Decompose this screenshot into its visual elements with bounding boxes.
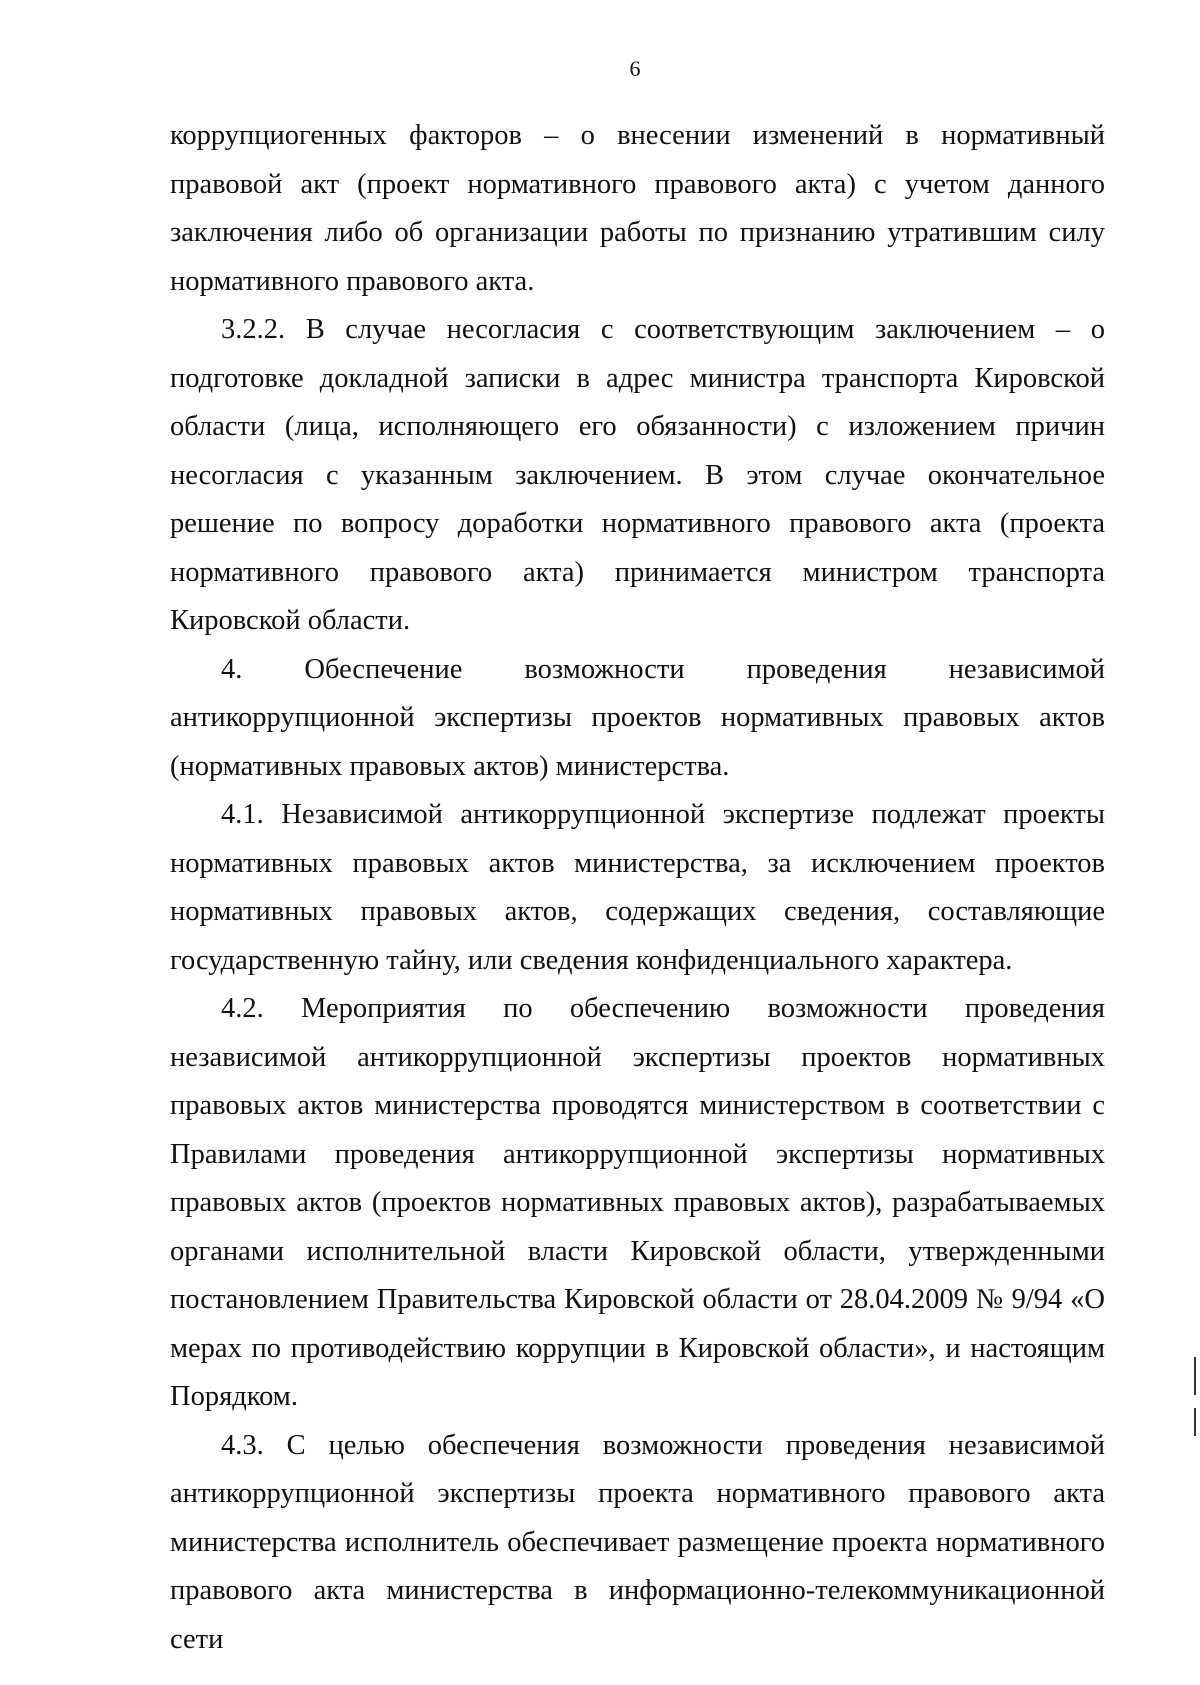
paragraph-4-1: 4.1. Независимой антикоррупционной экспертизе подлежат проекты нормативных правовых актов министерства, за исключением проектов нормативных правовых актов, содержащих сведения, составляющие государственную тайну, или сведения конфиденциального характера. (170, 799, 1105, 976)
paragraph-4-heading: 4. Обеспечение возможности проведения независимой антикоррупционной экспертизы проектов нормативных правовых актов (нормативных правовых актов) министерства. (170, 653, 1105, 782)
scan-edge-mark (1194, 1408, 1196, 1436)
page-number: 6 (629, 56, 641, 81)
scan-edge-mark (1194, 1357, 1196, 1395)
paragraph-continuation: коррупциогенных факторов – о внесении изменений в нормативный правовой акт (проект нормативного правового акта) с учетом данного заключения либо об организации работы по признанию утратившим силу нормативного правового акта. (170, 120, 1105, 297)
paragraph-3-2-2: 3.2.2. В случае несогласия с соответствующим заключением – о подготовке докладной записки в адрес министра транспорта Кировской области (лица, исполняющего его обязанности) с изложением причин несогласия с указанным заключением. В этом случае окончательное решение по вопросу доработки нормативного правового акта (проекта нормативного правового акта) принимается министром транспорта Кировской области. (170, 314, 1105, 636)
paragraph-4-3: 4.3. С целью обеспечения возможности проведения независимой антикоррупционной экспертизы проекта нормативного правового акта министерства исполнитель обеспечивает размещение проекта нормативного правового акта министерства в информационно-телекоммуникационной сети (170, 1429, 1105, 1655)
document-body (170, 112, 1105, 1664)
paragraph-4-2: 4.2. Мероприятия по обеспечению возможности проведения независимой антикоррупционной экспертизы проектов нормативных правовых актов министерства проводятся министерством в соответствии с Правилами проведения антикоррупционной экспертизы нормативных правовых актов (проектов нормативных правовых актов), разрабатываемых органами исполнительной власти Кировской области, утвержденными постановлением Правительства Кировской области от 28.04.2009 № 9/94 «О мерах по противодействию коррупции в Кировской области», и настоящим Порядком. (170, 993, 1105, 1412)
